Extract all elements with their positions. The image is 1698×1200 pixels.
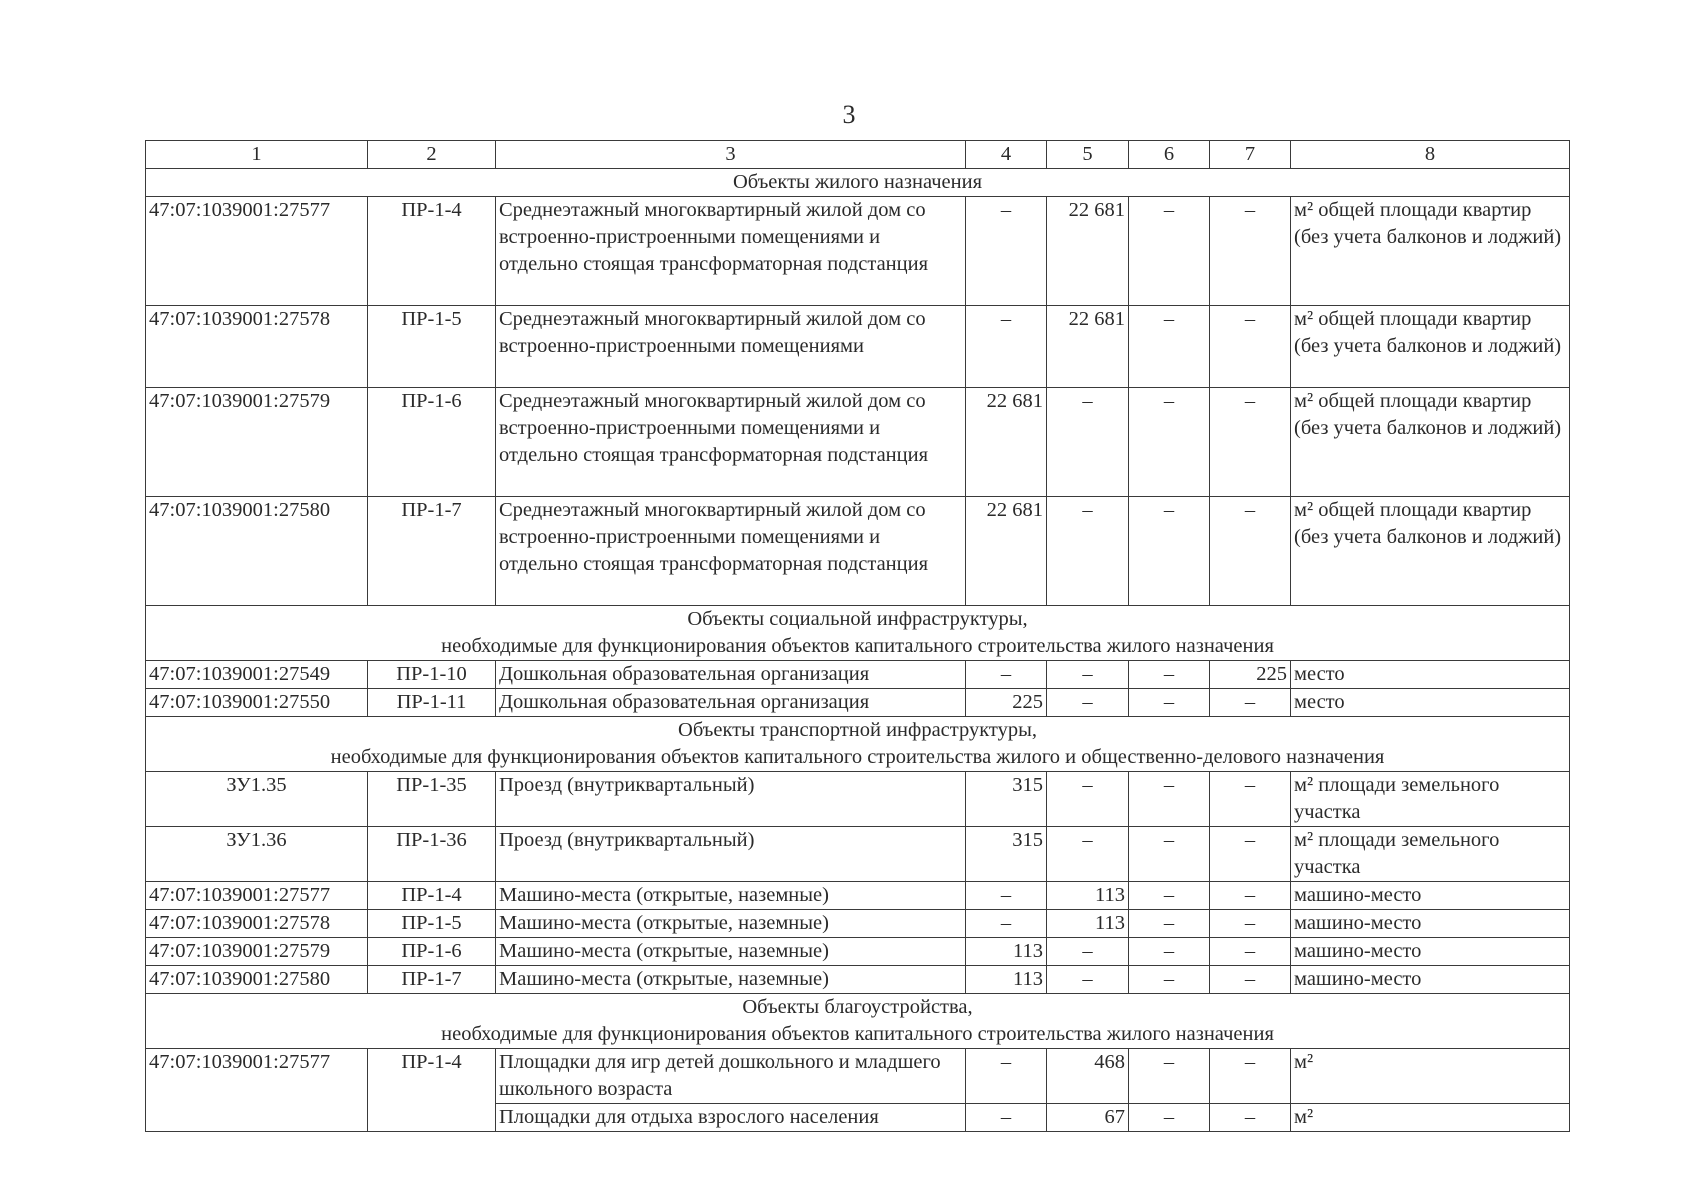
value-col6: – <box>1129 661 1210 689</box>
cadastral-number: 47:07:1039001:27580 <box>146 966 368 994</box>
value-col5: 22 681 <box>1047 306 1129 388</box>
cadastral-number: 47:07:1039001:27579 <box>146 938 368 966</box>
section-header-transport <box>146 717 1570 772</box>
column-number: 4 <box>966 141 1047 169</box>
cadastral-number: 47:07:1039001:27577 <box>146 882 368 910</box>
value-col5: – <box>1047 772 1129 827</box>
value-col4: – <box>966 882 1047 910</box>
value-col7: – <box>1210 1104 1291 1132</box>
value-col7: – <box>1210 966 1291 994</box>
object-name: Среднеэтажный многоквартирный жилой дом со встроенно-пристроенными помещениями и отдельно стоящая трансформаторная подстанция <box>496 388 966 497</box>
value-col7: – <box>1210 306 1291 388</box>
table-row <box>146 910 1570 938</box>
unit: место <box>1291 689 1570 717</box>
object-code: ПР-1-10 <box>368 661 496 689</box>
value-col6: – <box>1129 966 1210 994</box>
section-title: Объекты жилого назначения <box>146 169 1570 197</box>
land-plot-number: ЗУ1.35 <box>146 772 368 827</box>
object-name: Проезд (внутриквартальный) <box>496 827 966 882</box>
value-col7: 225 <box>1210 661 1291 689</box>
value-col4: – <box>966 910 1047 938</box>
value-col5: 468 <box>1047 1049 1129 1104</box>
value-col6: – <box>1129 497 1210 606</box>
value-col7: – <box>1210 497 1291 606</box>
section-title-line: необходимые для функционирования объектов капитального строительства жилого и общественно-делового назначения <box>330 746 1385 768</box>
column-number: 5 <box>1047 141 1129 169</box>
object-code: ПР-1-6 <box>368 938 496 966</box>
table-row <box>146 497 1570 606</box>
unit: машино-место <box>1291 882 1570 910</box>
object-name: Среднеэтажный многоквартирный жилой дом со встроенно-пристроенными помещениями и отдельно стоящая трансформаторная подстанция <box>496 197 966 306</box>
unit: машино-место <box>1291 910 1570 938</box>
table-row <box>146 882 1570 910</box>
value-col6: – <box>1129 1104 1210 1132</box>
value-col6: – <box>1129 910 1210 938</box>
object-name: Дошкольная образовательная организация <box>496 661 966 689</box>
value-col4: – <box>966 1104 1047 1132</box>
object-name: Машино-места (открытые, наземные) <box>496 910 966 938</box>
value-col4: – <box>966 1049 1047 1104</box>
column-number: 6 <box>1129 141 1210 169</box>
section-header-social <box>146 606 1570 661</box>
value-col4: 225 <box>966 689 1047 717</box>
unit: м² общей площади квартир (без учета балконов и лоджий) <box>1291 388 1570 497</box>
table-row <box>146 661 1570 689</box>
value-col6: – <box>1129 772 1210 827</box>
cadastral-number: 47:07:1039001:27550 <box>146 689 368 717</box>
value-col4: 113 <box>966 966 1047 994</box>
section-title <box>146 994 1570 1049</box>
planning-table <box>145 140 1570 1132</box>
unit: м² <box>1291 1104 1570 1132</box>
section-title <box>146 717 1570 772</box>
object-code: ПР-1-4 <box>368 882 496 910</box>
table-row <box>146 197 1570 306</box>
cadastral-number: 47:07:1039001:27579 <box>146 388 368 497</box>
cadastral-number: 47:07:1039001:27580 <box>146 497 368 606</box>
value-col6: – <box>1129 197 1210 306</box>
section-title-line: необходимые для функционирования объектов капитального строительства жилого назначения <box>441 1023 1274 1045</box>
section-title <box>146 606 1570 661</box>
value-col5: – <box>1047 966 1129 994</box>
value-col5: 113 <box>1047 882 1129 910</box>
section-title-line: Объекты транспортной инфраструктуры, <box>678 719 1037 741</box>
table-row <box>146 938 1570 966</box>
unit: машино-место <box>1291 966 1570 994</box>
object-code: ПР-1-7 <box>368 497 496 606</box>
unit: место <box>1291 661 1570 689</box>
object-code: ПР-1-5 <box>368 306 496 388</box>
value-col4: 315 <box>966 772 1047 827</box>
unit: машино-место <box>1291 938 1570 966</box>
value-col5: – <box>1047 497 1129 606</box>
value-col5: – <box>1047 388 1129 497</box>
unit: м² общей площади квартир (без учета балконов и лоджий) <box>1291 497 1570 606</box>
object-code: ПР-1-6 <box>368 388 496 497</box>
value-col5: 22 681 <box>1047 197 1129 306</box>
value-col6: – <box>1129 827 1210 882</box>
value-col7: – <box>1210 197 1291 306</box>
value-col6: – <box>1129 306 1210 388</box>
table-row <box>146 772 1570 827</box>
object-name: Среднеэтажный многоквартирный жилой дом со встроенно-пристроенными помещениями <box>496 306 966 388</box>
value-col7: – <box>1210 938 1291 966</box>
value-col7: – <box>1210 388 1291 497</box>
table-row <box>146 306 1570 388</box>
value-col6: – <box>1129 1049 1210 1104</box>
unit: м² общей площади квартир (без учета балконов и лоджий) <box>1291 197 1570 306</box>
value-col4: 113 <box>966 938 1047 966</box>
object-name: Машино-места (открытые, наземные) <box>496 938 966 966</box>
value-col5: 113 <box>1047 910 1129 938</box>
section-title-line: Объекты социальной инфраструктуры, <box>687 608 1028 630</box>
value-col6: – <box>1129 882 1210 910</box>
value-col6: – <box>1129 938 1210 966</box>
section-header-landscaping <box>146 994 1570 1049</box>
object-code: ПР-1-36 <box>368 827 496 882</box>
cadastral-number: 47:07:1039001:27549 <box>146 661 368 689</box>
column-number: 2 <box>368 141 496 169</box>
value-col7: – <box>1210 1049 1291 1104</box>
unit: м² площади земельного участка <box>1291 772 1570 827</box>
cadastral-number: 47:07:1039001:27578 <box>146 910 368 938</box>
value-col7: – <box>1210 772 1291 827</box>
value-col5: – <box>1047 661 1129 689</box>
value-col4: 22 681 <box>966 388 1047 497</box>
value-col5: – <box>1047 938 1129 966</box>
column-number: 3 <box>496 141 966 169</box>
object-name: Площадки для отдыха взрослого населения <box>496 1104 966 1132</box>
object-name: Площадки для игр детей дошкольного и младшего школьного возраста <box>496 1049 966 1104</box>
value-col7: – <box>1210 827 1291 882</box>
object-code: ПР-1-7 <box>368 966 496 994</box>
object-name: Дошкольная образовательная организация <box>496 689 966 717</box>
object-code: ПР-1-35 <box>368 772 496 827</box>
column-number: 8 <box>1291 141 1570 169</box>
object-name: Машино-места (открытые, наземные) <box>496 882 966 910</box>
object-name: Проезд (внутриквартальный) <box>496 772 966 827</box>
land-plot-number: ЗУ1.36 <box>146 827 368 882</box>
value-col5: – <box>1047 689 1129 717</box>
value-col4: 315 <box>966 827 1047 882</box>
section-title-line: Объекты благоустройства, <box>742 996 973 1018</box>
page-number: 3 <box>842 100 856 129</box>
value-col5: – <box>1047 827 1129 882</box>
table-row <box>146 827 1570 882</box>
table-row <box>146 1049 1570 1104</box>
value-col7: – <box>1210 882 1291 910</box>
cadastral-number: 47:07:1039001:27577 <box>146 1049 368 1132</box>
value-col4: – <box>966 306 1047 388</box>
value-col7: – <box>1210 689 1291 717</box>
value-col5: 67 <box>1047 1104 1129 1132</box>
object-code: ПР-1-11 <box>368 689 496 717</box>
value-col6: – <box>1129 689 1210 717</box>
table-row <box>146 689 1570 717</box>
object-name: Машино-места (открытые, наземные) <box>496 966 966 994</box>
column-number: 7 <box>1210 141 1291 169</box>
value-col4: – <box>966 197 1047 306</box>
value-col4: 22 681 <box>966 497 1047 606</box>
object-code: ПР-1-5 <box>368 910 496 938</box>
value-col4: – <box>966 661 1047 689</box>
value-col6: – <box>1129 388 1210 497</box>
section-header-residential <box>146 169 1570 197</box>
section-title-line: необходимые для функционирования объектов капитального строительства жилого назначения <box>441 635 1274 657</box>
cadastral-number: 47:07:1039001:27577 <box>146 197 368 306</box>
object-name: Среднеэтажный многоквартирный жилой дом со встроенно-пристроенными помещениями и отдельно стоящая трансформаторная подстанция <box>496 497 966 606</box>
unit: м² общей площади квартир (без учета балконов и лоджий) <box>1291 306 1570 388</box>
unit: м² <box>1291 1049 1570 1104</box>
cadastral-number: 47:07:1039001:27578 <box>146 306 368 388</box>
table-row <box>146 388 1570 497</box>
unit: м² площади земельного участка <box>1291 827 1570 882</box>
column-number: 1 <box>146 141 368 169</box>
object-code: ПР-1-4 <box>368 1049 496 1132</box>
column-number-row <box>146 141 1570 169</box>
object-code: ПР-1-4 <box>368 197 496 306</box>
value-col7: – <box>1210 910 1291 938</box>
table-row <box>146 966 1570 994</box>
